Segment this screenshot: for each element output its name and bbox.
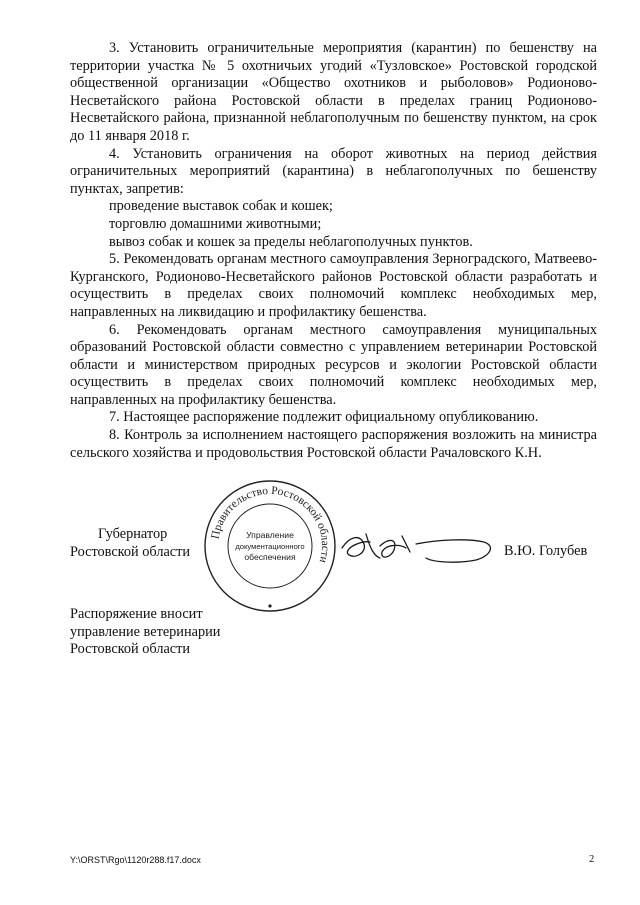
signer-name: В.Ю. Голубев [504,543,588,559]
note-line: Ростовской области [70,641,191,658]
paragraph-4: 4. Установить ограничения на оборот животных на период действия ограничительных мероприятий (карантина) в неблагополучных по бешенству пунктах, запретив: [70,145,597,197]
page-number: 2 [589,854,595,865]
position-region: Ростовской области [70,543,191,560]
note-line: Распоряжение вносит [70,606,203,622]
paragraph-6: 6. Рекомендовать органам местного самоуправления муниципальных образований Ростовской области совместно с управлением ветеринарии Ростовской области и министерством природных ресурсов и экологии Ростовской области осуществить в пределах своих полномочий комплекс необходимых мер, направленных на профилактику бешенства. [70,321,597,408]
note-line: управление ветеринарии [70,623,221,640]
position-title: Губернатор [98,526,168,542]
seal-inner-line: документационного [235,542,305,551]
paragraph-3: 3. Установить ограничительные мероприятия (карантин) по бешенству на территории участка № 5 охотничьих угодий «Тузловское» Ростовской городской общественной организации «Общество охотников и рыболовов» Родионово-Несветайского района Ростовской области в пределах границ Родионово-Несветайского района, признанной неблагополучным по бешенству пунктом, на срок до 11 января 2018 г. [70,40,597,144]
seal-star [268,604,271,607]
paragraph-5: 5. Рекомендовать органам местного самоуправления Зерноградского, Матвеево-Курганского, Родионово-Несветайского районов Ростовской области разработать и осуществить в пределах своих полномочий комплекс необходимых мер, направленных на ликвидацию и профилактику бешенства. [70,251,597,320]
seal-inner-line: обеспечения [244,552,296,562]
seal-inner-line: Управление [246,530,294,540]
signer-position [70,526,190,561]
prohibition-item: торговлю домашними животными; [109,215,322,232]
prohibition-item: проведение выставок собак и кошек; [109,198,333,215]
paragraph-8: 8. Контроль за исполнением настоящего распоряжения возложить на министра сельского хозяйства и продовольствия Ростовской области Рачаловского К.Н. [70,427,597,461]
document-body [70,40,597,462]
seal-outer-text: Правительство Ростовской области [209,484,332,565]
official-seal [202,478,338,614]
prohibition-item: вывоз собак и кошек за пределы неблагополучных пунктов. [109,233,473,250]
paragraph-7: 7. Настоящее распоряжение подлежит официальному опубликованию. [109,409,539,426]
submitted-by-note [70,606,220,659]
footer-file-path: Y:\ORST\Rgo\1120r288.f17.docx [70,855,201,865]
handwritten-signature [336,522,496,572]
